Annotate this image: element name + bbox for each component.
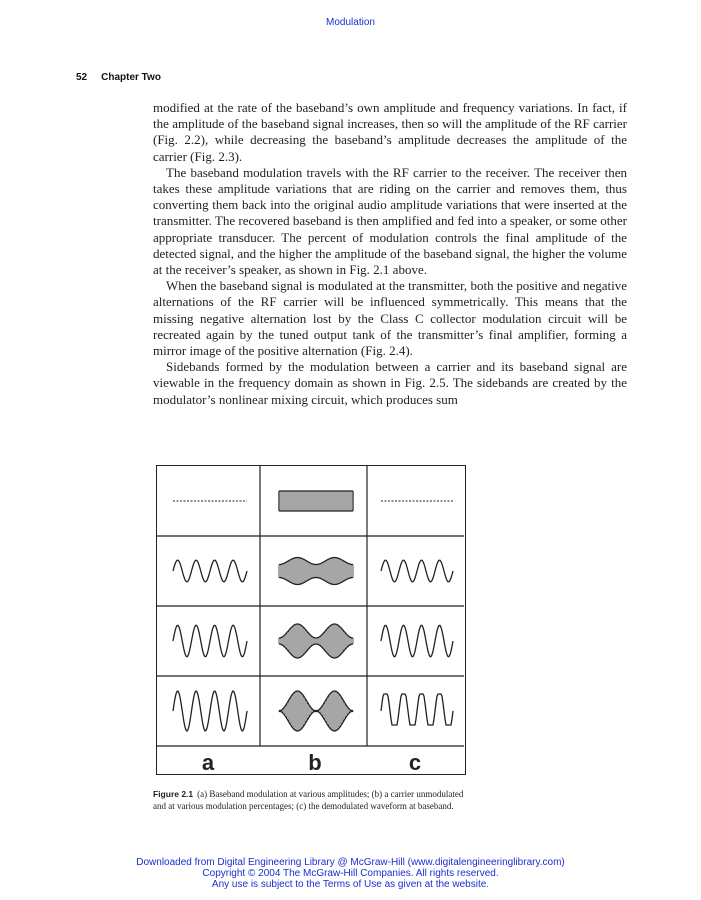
waveform-grid <box>157 466 464 773</box>
demod-wave-row-4 <box>381 694 453 725</box>
carrier-envelope-top-row-3 <box>279 624 353 638</box>
baseband-wave-row-2 <box>173 560 247 582</box>
carrier-envelope-bottom-row-4 <box>279 712 353 731</box>
column-label-a: a <box>201 750 215 773</box>
paragraph-1: modified at the rate of the baseband’s own amplitude and frequency variations. In fact, if the amplitude of the baseband signal increases, then so will the amplitude of the RF carrier (Fig. 2.2), while decreasing the baseband’s amplitude decreases the amplitude of the carrier (Fig. 2.3). <box>153 100 627 164</box>
figure-caption-text: (a) Baseband modulation at various amplitudes; (b) a carrier unmodulated and at various modulation percentages; (c) the demodulated waveform at baseband. <box>153 789 464 811</box>
footer-copyright: Copyright © 2004 The McGraw-Hill Companies. All rights reserved. <box>202 868 499 879</box>
carrier-hatch-row-1 <box>279 491 353 511</box>
footer <box>0 857 701 890</box>
figure-2-1 <box>156 465 466 775</box>
carrier-box-edges-row-1 <box>279 491 353 511</box>
demod-wave-row-2 <box>381 560 453 581</box>
paragraph-3: When the baseband signal is modulated at the transmitter, both the positive and negative alternations of the RF carrier will be influenced symmetrically. This means that the missing negative alternation lost by the Class C collector modulation circuit will be recreated again by the tuned output tank of the transmitter’s final amplifier, forming a mirror image of the positive alternation (Fig. 2.4). <box>153 278 627 359</box>
column-label-b: b <box>308 750 322 773</box>
paragraph-4: Sidebands formed by the modulation between a carrier and its baseband signal are viewable in the frequency domain as shown in Fig. 2.5. The sidebands are created by the modulator’s nonlinear mixing circuit, which produces sum <box>153 359 627 407</box>
page-number: 52 <box>76 72 88 83</box>
running-head <box>76 72 175 83</box>
chapter-title: Chapter Two <box>101 72 161 83</box>
carrier-envelope-top-row-2 <box>279 558 353 565</box>
carrier-envelope-bottom-row-2 <box>279 578 353 585</box>
carrier-envelope-top-row-4 <box>279 691 353 710</box>
body-text <box>153 100 627 408</box>
baseband-wave-row-4 <box>173 691 247 731</box>
demod-wave-row-3 <box>381 625 453 656</box>
carrier-envelope-bottom-row-3 <box>279 644 353 658</box>
baseband-wave-row-3 <box>173 625 247 657</box>
header-link[interactable]: Modulation <box>326 17 375 28</box>
column-label-c: c <box>408 750 422 773</box>
carrier-hatch-row-2 <box>279 558 353 585</box>
footer-terms-link[interactable]: Any use is subject to the Terms of Use as given at the website. <box>211 879 490 890</box>
figure-caption <box>153 789 473 812</box>
figure-label: Figure 2.1 <box>153 789 194 799</box>
footer-download-link[interactable]: Downloaded from Digital Engineering Library @ McGraw-Hill (www.digitalengineeringlibrary.com) <box>136 857 565 868</box>
paragraph-2: The baseband modulation travels with the RF carrier to the receiver. The receiver then takes these amplitude variations that are riding on the carrier and removes them, thus converting them back into the original audio amplitude variations that were inserted at the transmitter. The recovered baseband is then amplified and fed into a speaker, or some other appropriate transducer. The percent of modulation controls the final amplitude of the detected signal, and the higher the amplitude of the baseband signal, the higher the volume at the receiver’s speaker, as shown in Fig. 2.1 above. <box>153 164 627 278</box>
